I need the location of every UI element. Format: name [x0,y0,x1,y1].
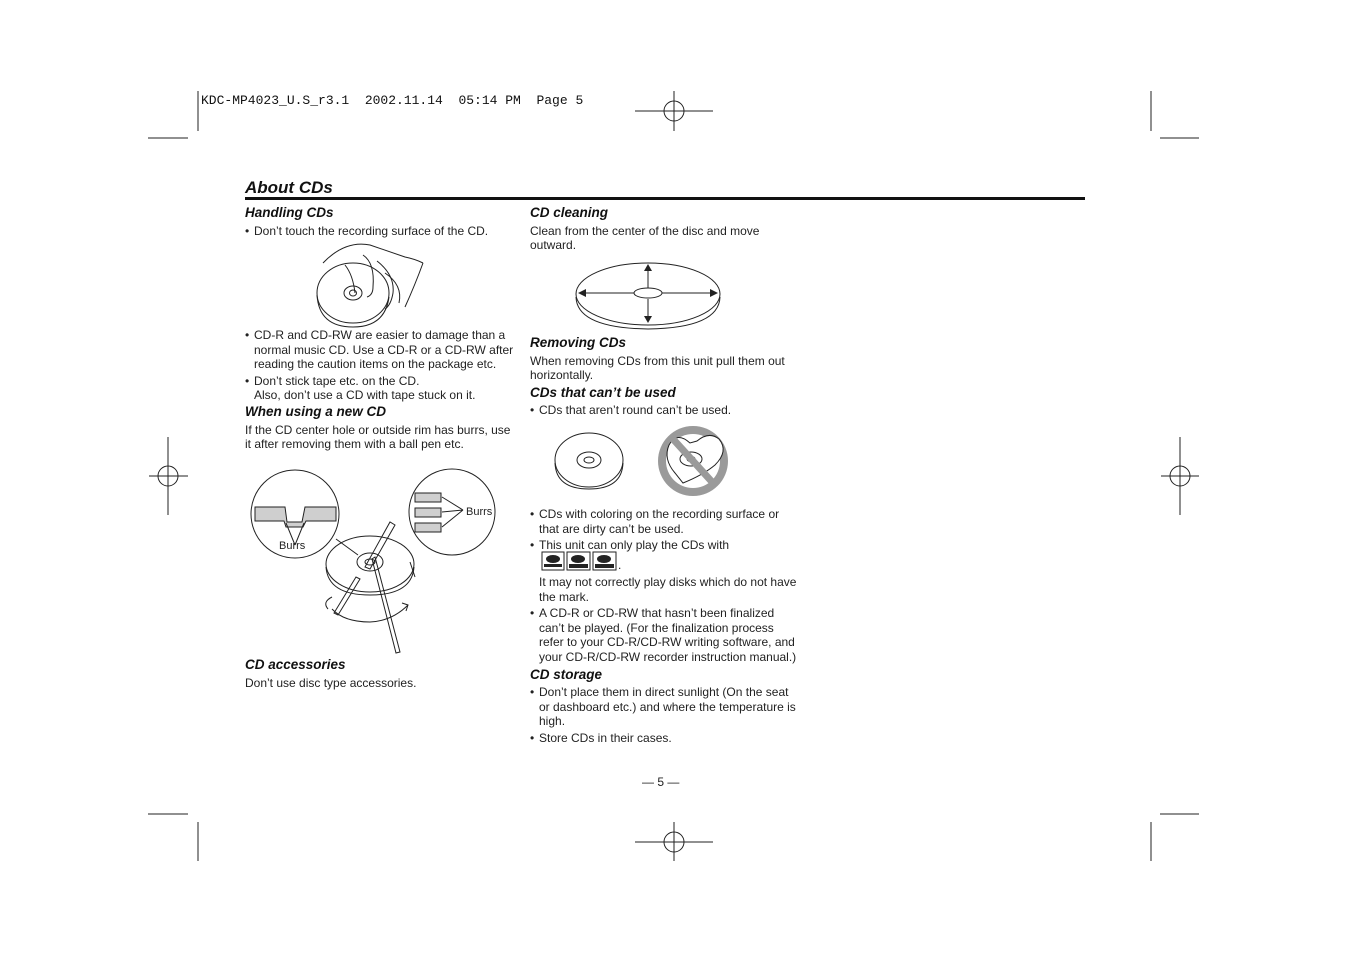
heading-removing-cds: Removing CDs [530,335,627,350]
heading-cd-storage: CD storage [530,666,603,682]
right-column-3 [530,507,800,553]
logos-period: . [618,558,622,572]
left-column [245,206,515,238]
hand-touching-cd-illustration [315,235,435,330]
bullet-not-finalized: • A CD-R or CD-RW that hasn’t been finalized can’t be played. (For the finalization process refer to your CD-R/CD-RW writing software, and your CD-R/CD-RW recorder instruction manual.) [530,606,800,664]
burrs-removal-illustration [250,467,510,657]
cleaning-text: Clean from the center of the disc and move outward. [530,223,760,253]
bullet-only-logo-line2: It may not correctly play disks which do not have the mark. [539,575,797,604]
accessories-text: Don’t use disc type accessories. [245,675,417,690]
cd-cleaning-illustration [575,262,725,332]
heading-cant-use: CDs that can’t be used [530,384,676,400]
heading-cd-accessories: CD accessories [245,657,346,672]
bullet-not-round: • CDs that aren’t round can’t be used. [530,403,800,418]
heading-handling-cds: Handling CDs [245,205,334,220]
right-column-4 [530,575,800,746]
title-rule [245,197,1085,200]
bullet-store-cases: • Store CDs in their cases. [530,731,800,746]
bullet-coloring: • CDs with coloring on the recording surface or that are dirty can’t be used. [530,507,800,536]
left-column-3 [245,658,515,690]
section-title: About CDs [245,178,333,197]
print-slug: KDC-MP4023_U.S_r3.1 2002.11.14 05:14 PM Page 5 [201,93,584,108]
heading-new-cd: When using a new CD [245,403,387,419]
bullet-only-logo-line1: • This unit can only play the CDs with [530,538,800,553]
bullet-cdr-cdrw-damage: • CD-R and CD-RW are easier to damage than a normal music CD. Use a CD-R or a CD-RW after reading the caution items on the package etc. [245,328,515,372]
new-cd-text: If the CD center hole or outside rim has burrs, use it after removing them with a ball pen etc. [245,422,511,452]
burrs-label-left: Burrs [279,540,306,552]
heading-cd-cleaning: CD cleaning [530,205,609,220]
right-column-2 [530,336,800,418]
right-column [530,206,800,253]
removing-text: When removing CDs from this unit pull them out horizontally. [530,353,785,383]
cd-shapes-illustration [553,425,743,505]
burrs-label-right: Burrs [466,506,493,518]
bullet-sunlight: • Don’t place them in direct sunlight (On the seat or dashboard etc.) and where the temperature is high. [530,685,800,729]
bullet-tape-line1: • Don’t stick tape etc. on the CD. [245,374,515,389]
left-column-2 [245,328,515,452]
page-number: — 5 — [642,775,680,789]
bullet-tape-line2: Also, don’t use a CD with tape stuck on it. [254,388,476,403]
bullet-dont-touch: • Don’t touch the recording surface of the CD. [245,224,515,239]
compact-disc-logos [541,550,621,572]
